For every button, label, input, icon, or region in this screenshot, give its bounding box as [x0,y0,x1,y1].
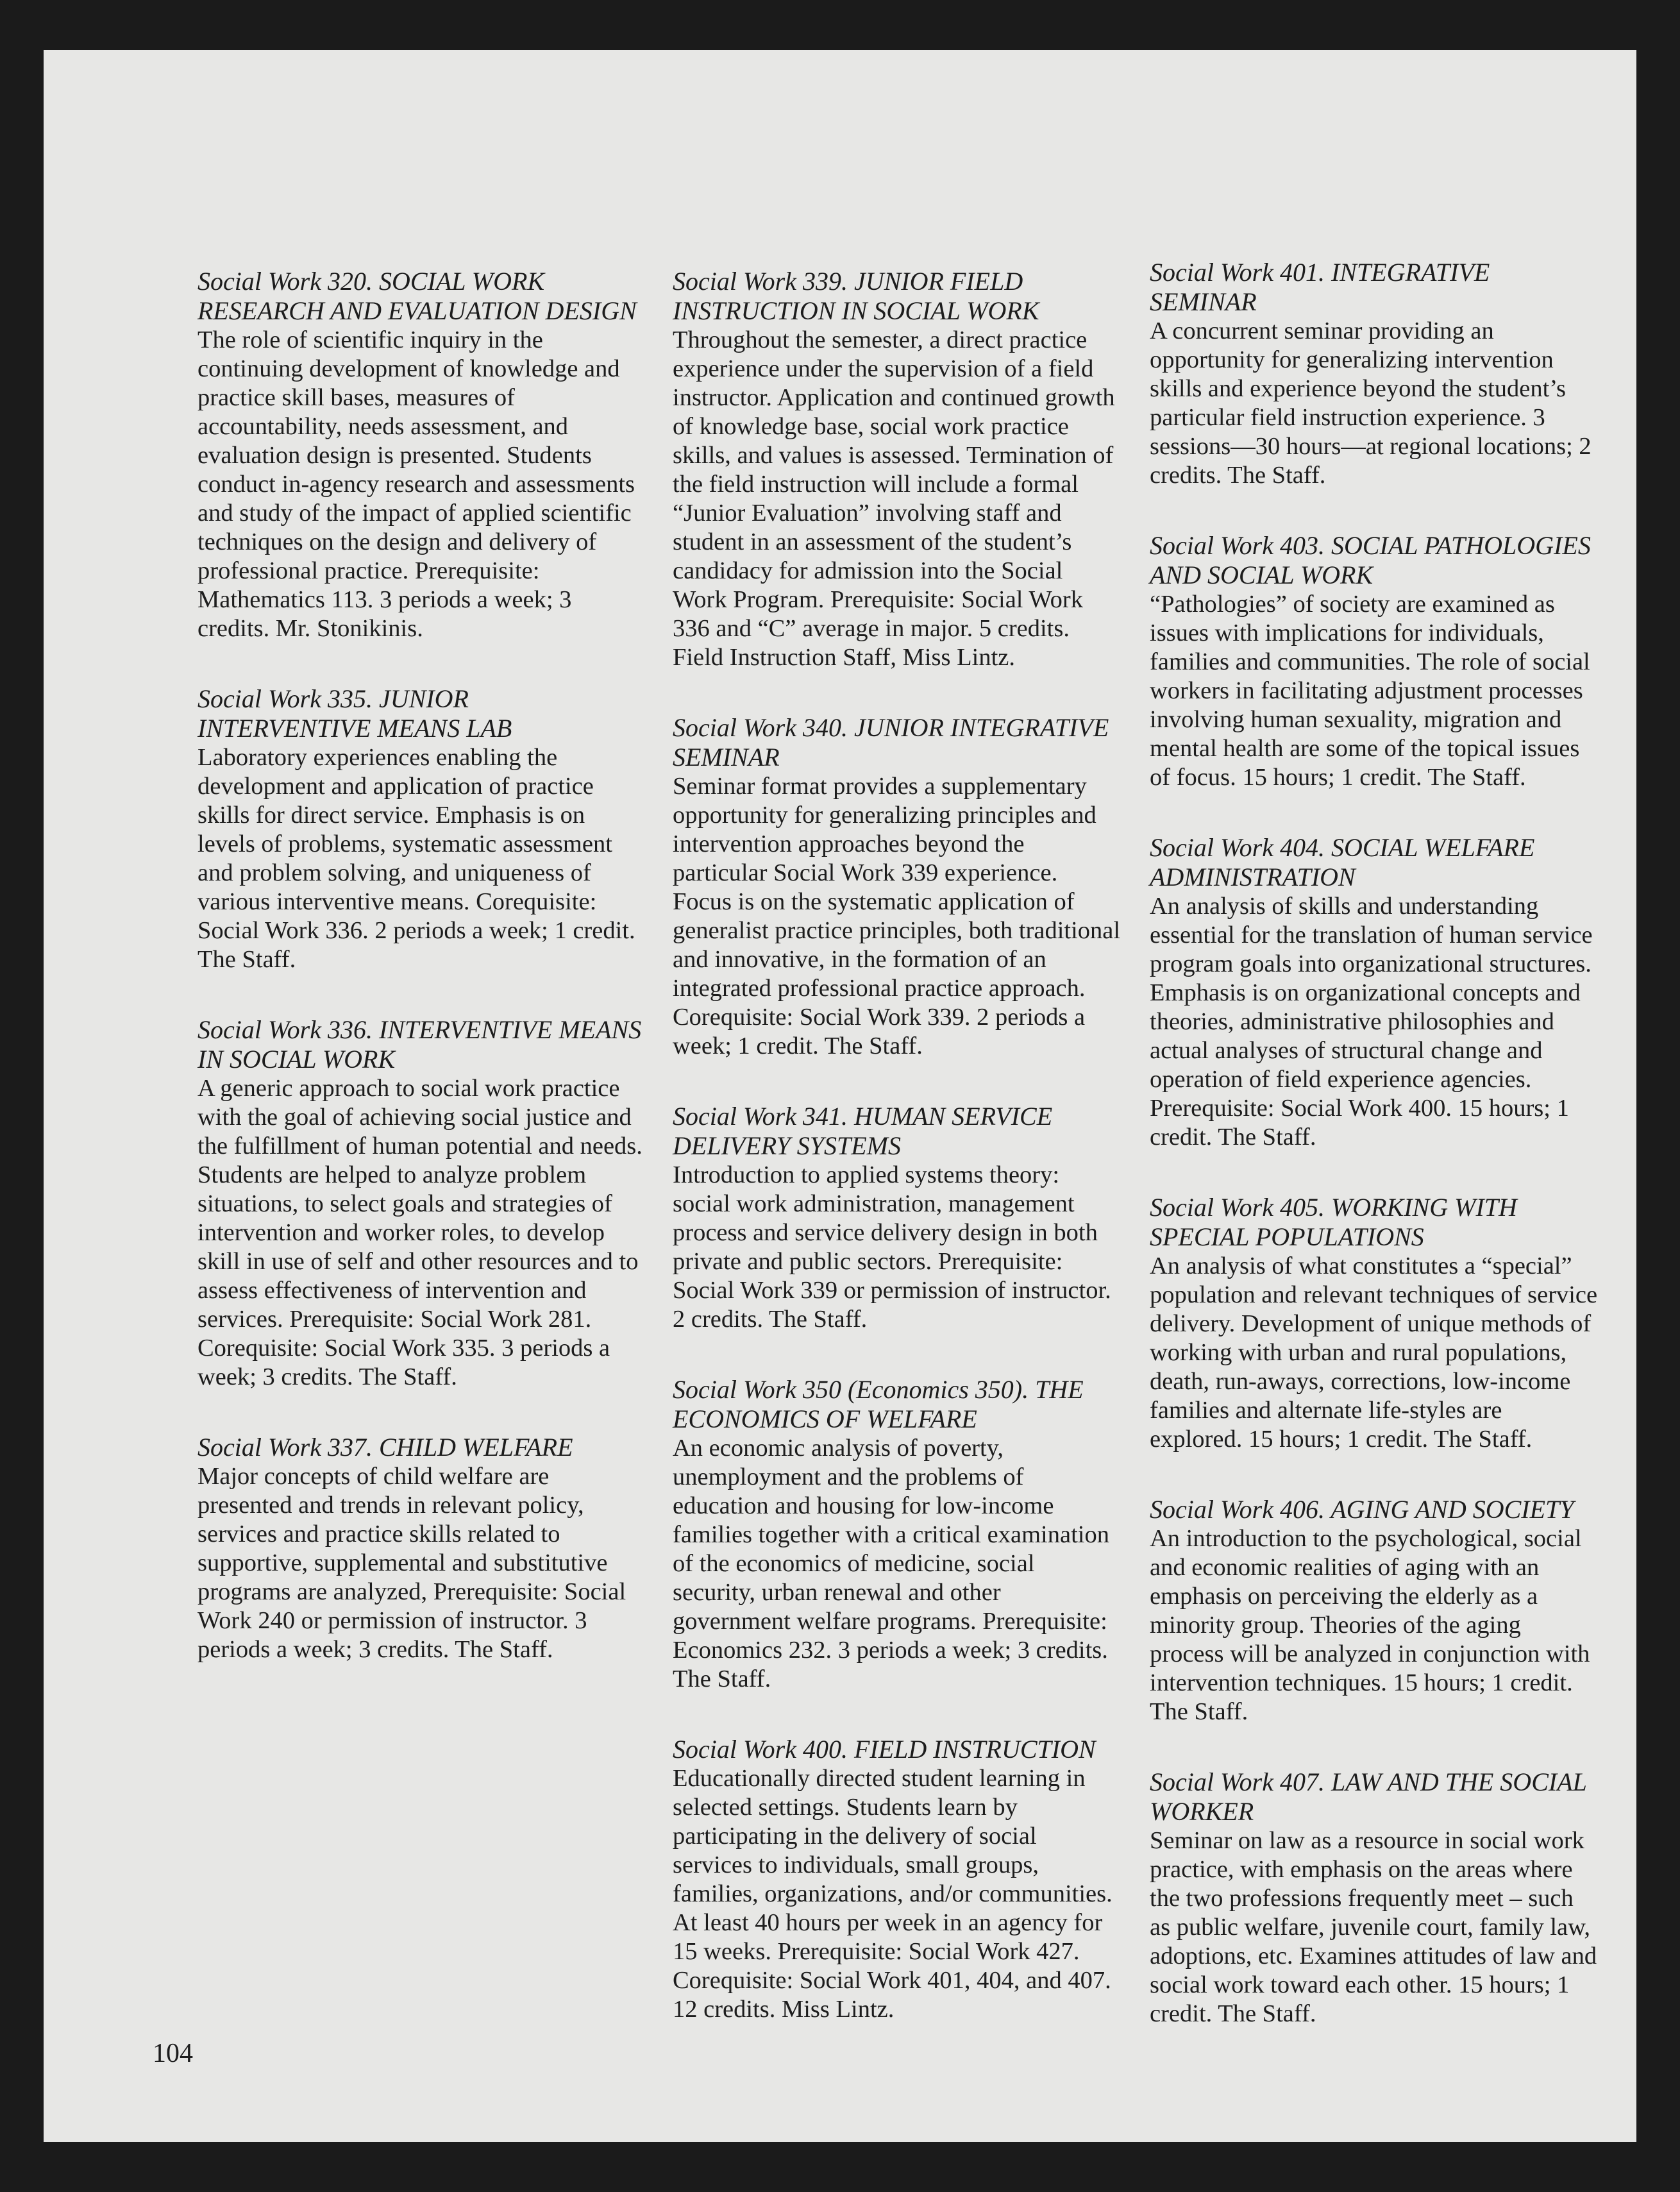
course-title: Social Work 320. SOCIAL WORK RESEARCH AND EVALUATION DESIGN [197,267,637,325]
course-description: An economic analysis of poverty, unemployment and the problems of education and housing for low-income families together with a critical examination of the economics of medicine, social security, urban renewal and other government welfare programs. Prerequisite: Economics 232. 3 periods a week; 3 credits. The Staff. [673,1435,1109,1692]
course-description: An analysis of what constitutes a “special” population and relevant techniques of service delivery. Development of unique methods of working with urban and rural populations, death, run-aways, corrections, low-income families and alternate life-styles are explored. 15 hours; 1 credit. The Staff. [1150,1252,1598,1453]
column-middle [673,267,1121,2065]
course-description: A generic approach to social work practice with the goal of achieving social justice and the fulfillment of human potential and needs. Students are helped to analyze problem situations, to select goals and strategies of intervention and worker roles, to develop skill in use of self and other resources and to assess effectiveness of intervention and services. Prerequisite: Social Work 281. Corequisite: Social Work 335. 3 periods a week; 3 credits. The Staff. [197,1075,643,1390]
course-entry-sw320 [197,267,646,643]
course-entry-sw403 [1150,531,1599,792]
course-entry-sw401 [1150,258,1599,490]
course-description: Throughout the semester, a direct practice experience under the supervision of a field instructor. Application and continued growth of knowledge base, social work practice skills, and values is assessed. Termination of the field instruction will include a formal “Junior Evaluation” involving staff and student in an assessment of the student’s candidacy for admission into the Social Work Program. Prerequisite: Social Work 336 and “C” average in major. 5 credits. Field Instruction Staff, Miss Lintz. [673,326,1115,671]
course-title: Social Work 337. CHILD WELFARE [197,1433,573,1462]
course-title: Social Work 340. JUNIOR INTEGRATIVE SEMINAR [673,713,1109,771]
course-entry-sw405 [1150,1193,1599,1454]
course-title: Social Work 335. JUNIOR INTERVENTIVE MEANS LAB [197,684,512,743]
course-title: Social Work 404. SOCIAL WELFARE ADMINISTRATION [1150,833,1535,891]
course-title: Social Work 403. SOCIAL PATHOLOGIES AND SOCIAL WORK [1150,531,1591,589]
course-description: Seminar format provides a supplementary opportunity for generalizing principles and intervention approaches beyond the particular Social Work 339 experience. Focus is on the systematic application of generalist practice principles, both traditional and innovative, in the formation of an integrated professional practice approach. Corequisite: Social Work 339. 2 periods a week; 1 credit. The Staff. [673,773,1121,1059]
course-entry-sw350 [673,1375,1121,1694]
course-entry-sw337 [197,1433,646,1664]
course-entry-sw340 [673,713,1121,1061]
course-title: Social Work 407. LAW AND THE SOCIAL WORKER [1150,1767,1587,1826]
course-entry-sw339 [673,267,1121,672]
course-title: Social Work 406. AGING AND SOCIETY [1150,1495,1574,1524]
course-description: “Pathologies” of society are examined as issues with implications for individuals, families and communities. The role of social workers in facilitating adjustment processes involving human sexuality, migration and mental health are some of the topical issues of focus. 15 hours; 1 credit. The Staff. [1150,591,1590,791]
course-description: An introduction to the psychological, social and economic realities of aging with an emphasis on perceiving the elderly as a minority group. Theories of the aging process will be analyzed in conjunction with intervention techniques. 15 hours; 1 credit. The Staff. [1150,1525,1590,1725]
course-description: Seminar on law as a resource in social work practice, with emphasis on the areas where the two professions frequently meet – such as public welfare, juvenile court, family law, adoptions, etc. Examines attitudes of law and social work toward each other. 15 hours; 1 credit. The Staff. [1150,1827,1597,2027]
course-entry-sw400 [673,1735,1121,2024]
course-description: A concurrent seminar providing an opportunity for generalizing intervention skills and experience beyond the student’s particular field instruction experience. 3 sessions—30 hours—at regional locations; 2 credits. The Staff. [1150,317,1592,489]
course-title: Social Work 341. HUMAN SERVICE DELIVERY SYSTEMS [673,1102,1053,1160]
column-left [197,267,646,1705]
course-title: Social Work 405. WORKING WITH SPECIAL POPULATIONS [1150,1193,1517,1251]
course-entry-sw406 [1150,1495,1599,1726]
course-entry-sw407 [1150,1767,1599,2028]
course-entry-sw404 [1150,833,1599,1152]
course-title: Social Work 336. INTERVENTIVE MEANS IN SOCIAL WORK [197,1015,642,1074]
course-description: Introduction to applied systems theory: social work administration, management process and service delivery design in both private and public sectors. Prerequisite: Social Work 339 or permission of instructor. 2 credits. The Staff. [673,1161,1111,1333]
course-title: Social Work 400. FIELD INSTRUCTION [673,1735,1096,1764]
column-right [1150,258,1599,2070]
course-title: Social Work 339. JUNIOR FIELD INSTRUCTION IN SOCIAL WORK [673,267,1039,325]
course-description: Laboratory experiences enabling the development and application of practice skills for direct service. Emphasis is on levels of problems, systematic assessment and problem solving, and uniqueness of various interventive means. Corequisite: Social Work 336. 2 periods a week; 1 credit. The Staff. [197,744,635,973]
course-description: Major concepts of child welfare are presented and trends in relevant policy, services and practice skills related to supportive, supplemental and substitutive programs are analyzed, Prerequisite: Social Work 240 or permission of instructor. 3 periods a week; 3 credits. The Staff. [197,1463,626,1663]
catalog-page [44,50,1636,2142]
course-entry-sw341 [673,1102,1121,1334]
course-description: The role of scientific inquiry in the continuing development of knowledge and practice skill bases, measures of accountability, needs assessment, and evaluation design is presented. Students conduct in-agency research and assessments and study of the impact of applied scientific techniques on the design and delivery of professional practice. Prerequisite: Mathematics 113. 3 periods a week; 3 credits. Mr. Stonikinis. [197,326,635,642]
course-description: Educationally directed student learning in selected settings. Students learn by participating in the delivery of social services to individuals, small groups, families, organizations, and/or communities. At least 40 hours per week in an agency for 15 weeks. Prerequisite: Social Work 427. Corequisite: Social Work 401, 404, and 407. 12 credits. Miss Lintz. [673,1765,1113,2023]
course-entry-sw336 [197,1015,646,1392]
course-title: Social Work 350 (Economics 350). THE ECONOMICS OF WELFARE [673,1375,1084,1433]
course-title: Social Work 401. INTEGRATIVE SEMINAR [1150,258,1490,316]
course-entry-sw335 [197,684,646,974]
course-description: An analysis of skills and understanding essential for the translation of human service program goals into organizational structures. Emphasis is on organizational concepts and theories, administrative philosophies and actual analyses of structural change and operation of field experience agencies. Prerequisite: Social Work 400. 15 hours; 1 credit. The Staff. [1150,893,1593,1151]
page-number: 104 [153,2039,193,2068]
